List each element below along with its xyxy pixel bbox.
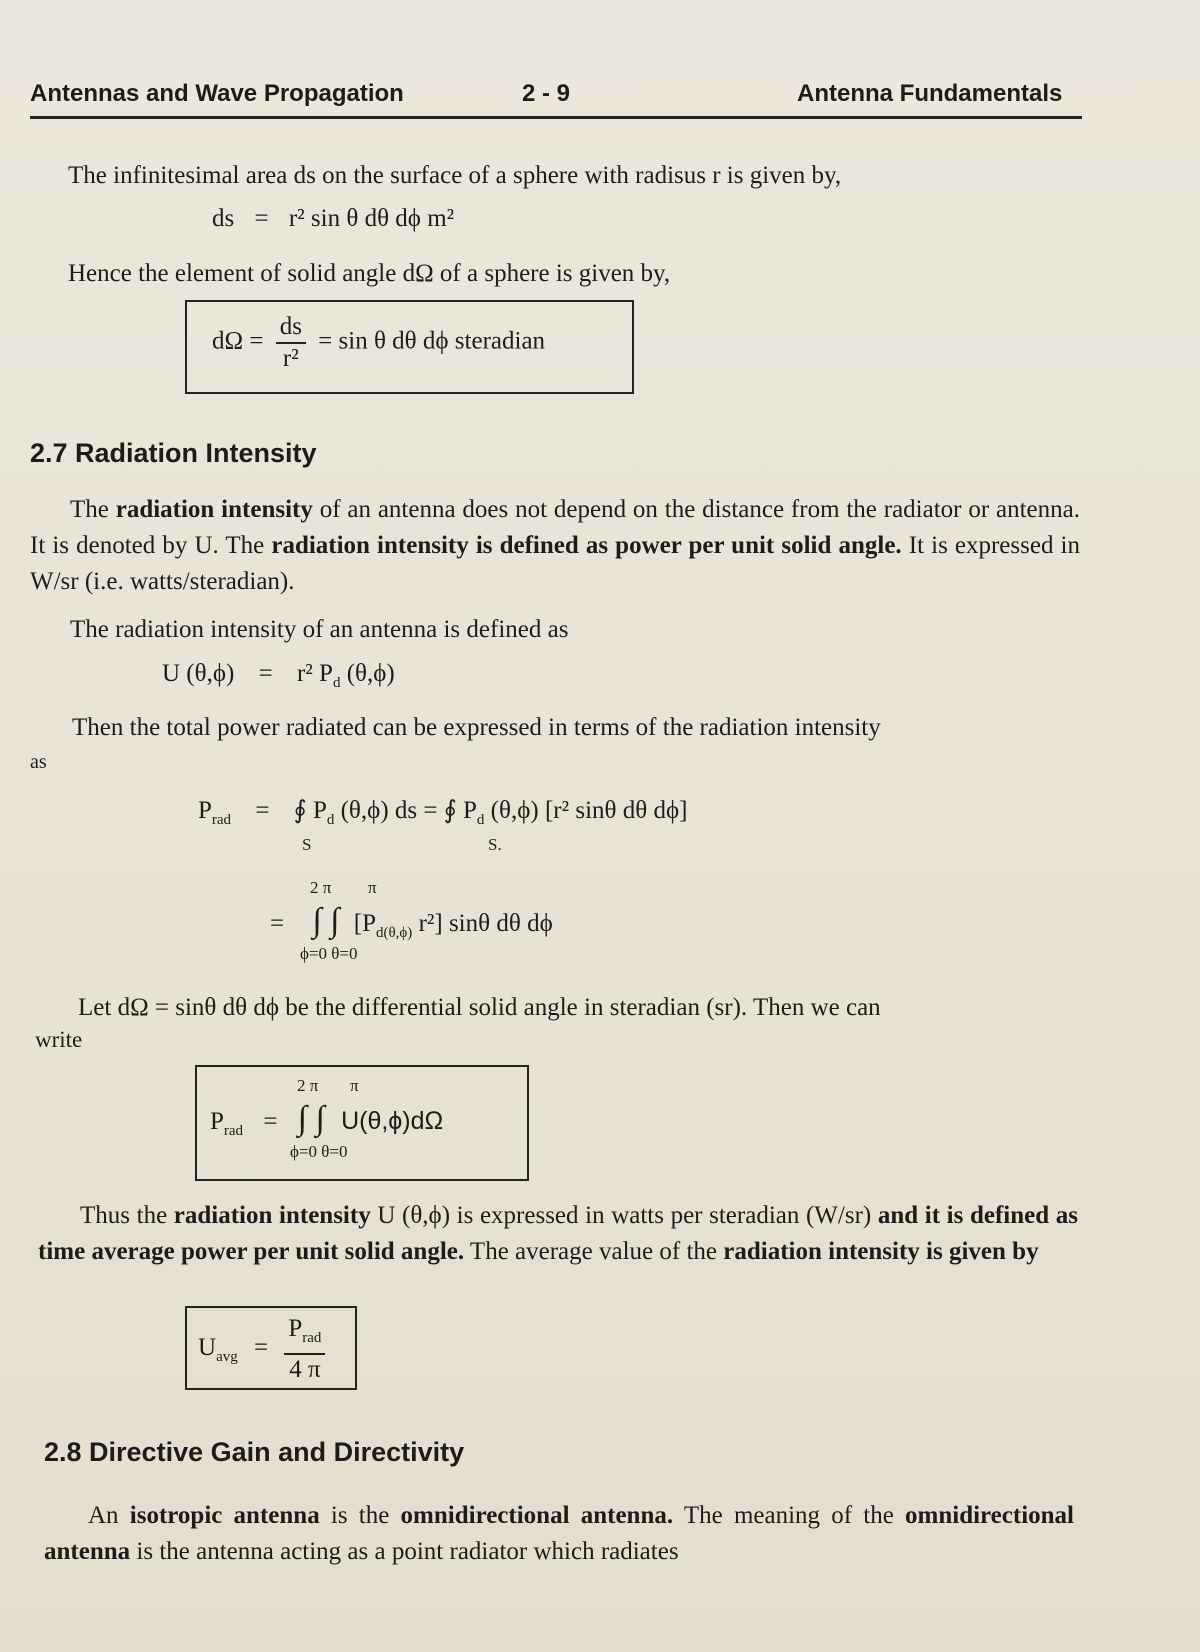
section-heading-radiation-intensity: 2.7 Radiation Intensity: [30, 438, 317, 468]
paragraph-solid-angle: Hence the element of solid angle dΩ of a sphere is given by,: [68, 260, 671, 287]
header-book-title: Antennas and Wave Propagation: [30, 80, 404, 107]
paragraph-radiation-intensity-definition: The radiation intensity of an antenna does not depend on the distance from the radiator or antenna. It is denoted by U. The radiation intensity is defined as power per unit solid angle. It is expressed in W/sr (i.e. watts/steradian).: [30, 496, 1080, 595]
section-heading-directive-gain: 2.8 Directive Gain and Directivity: [44, 1437, 465, 1467]
equation-prad-surface-integral: $P_{rad}$ = ∮ $P_d$ (θ,ϕ) ds = ∮ $P_d$ (θ,ϕ) [r² sinθ dθ dϕ]: [198, 797, 688, 828]
paragraph-total-power: Then the total power radiated can be expressed in terms of the radiation intensity: [72, 714, 881, 741]
limit-surface-S-1: S: [302, 835, 312, 854]
equation-U: U (θ,ϕ) = r² $P_d$ (θ,ϕ): [162, 660, 395, 691]
limit-upper-2pi: 2 π: [310, 878, 332, 897]
limit-surface-S-2: S.: [488, 835, 502, 854]
paragraph-infinitesimal-area: The infinitesimal area ds on the surface of a sphere with radisus r is given by,: [68, 162, 842, 189]
header-chapter-title: Antenna Fundamentals: [797, 80, 1063, 107]
equation-prad-uomega: $P_{rad}$ = ∫ ∫ U(θ,ϕ)dΩ: [210, 1100, 444, 1139]
limit-lower-boxed: ϕ=0 θ=0: [290, 1142, 348, 1161]
paragraph-defined-as: The radiation intensity of an antenna is defined as: [70, 616, 569, 643]
limit-upper-pi: π: [368, 878, 377, 897]
paragraph-as: as: [30, 751, 47, 773]
paragraph-isotropic-antenna: An isotropic antenna is the omnidirectional antenna. The meaning of the omnidirectional antenna is the antenna acting as a point radiator which radiates: [44, 1502, 1074, 1565]
header-page-number: 2 - 9: [522, 80, 571, 107]
equation-ds: ds = r² sin θ dθ dϕ m²: [212, 205, 455, 232]
header-rule: [30, 116, 1082, 119]
limit-lower-phi-theta: ϕ=0 θ=0: [300, 944, 358, 963]
limit-upper-pi-boxed: π: [350, 1076, 359, 1095]
paragraph-write: write: [35, 1027, 83, 1052]
paragraph-radiation-intensity-units: Thus the radiation intensity U (θ,ϕ) is expressed in watts per steradian (W/sr) and it is defined as time average power per unit solid angle. The average value of the radiation intensity is given by: [38, 1202, 1078, 1265]
equation-uavg: $U_{avg}$ = $\frac{P_{rad}}{4 \pi}$: [198, 1314, 325, 1385]
paragraph-differential-solid-angle: Let dΩ = sinθ dθ dϕ be the differential solid angle in steradian (sr). Then we can: [78, 994, 881, 1021]
equation-prad-double-integral: = ∫ ∫ [$P_{d(\theta,\phi)}$ r²] sinθ dθ dϕ: [270, 902, 553, 941]
equation-domega: dΩ = $\frac{ds}{\text{r²}}$ = sin θ dθ dϕ steradian: [212, 313, 546, 372]
limit-upper-2pi-boxed: 2 π: [297, 1076, 319, 1095]
